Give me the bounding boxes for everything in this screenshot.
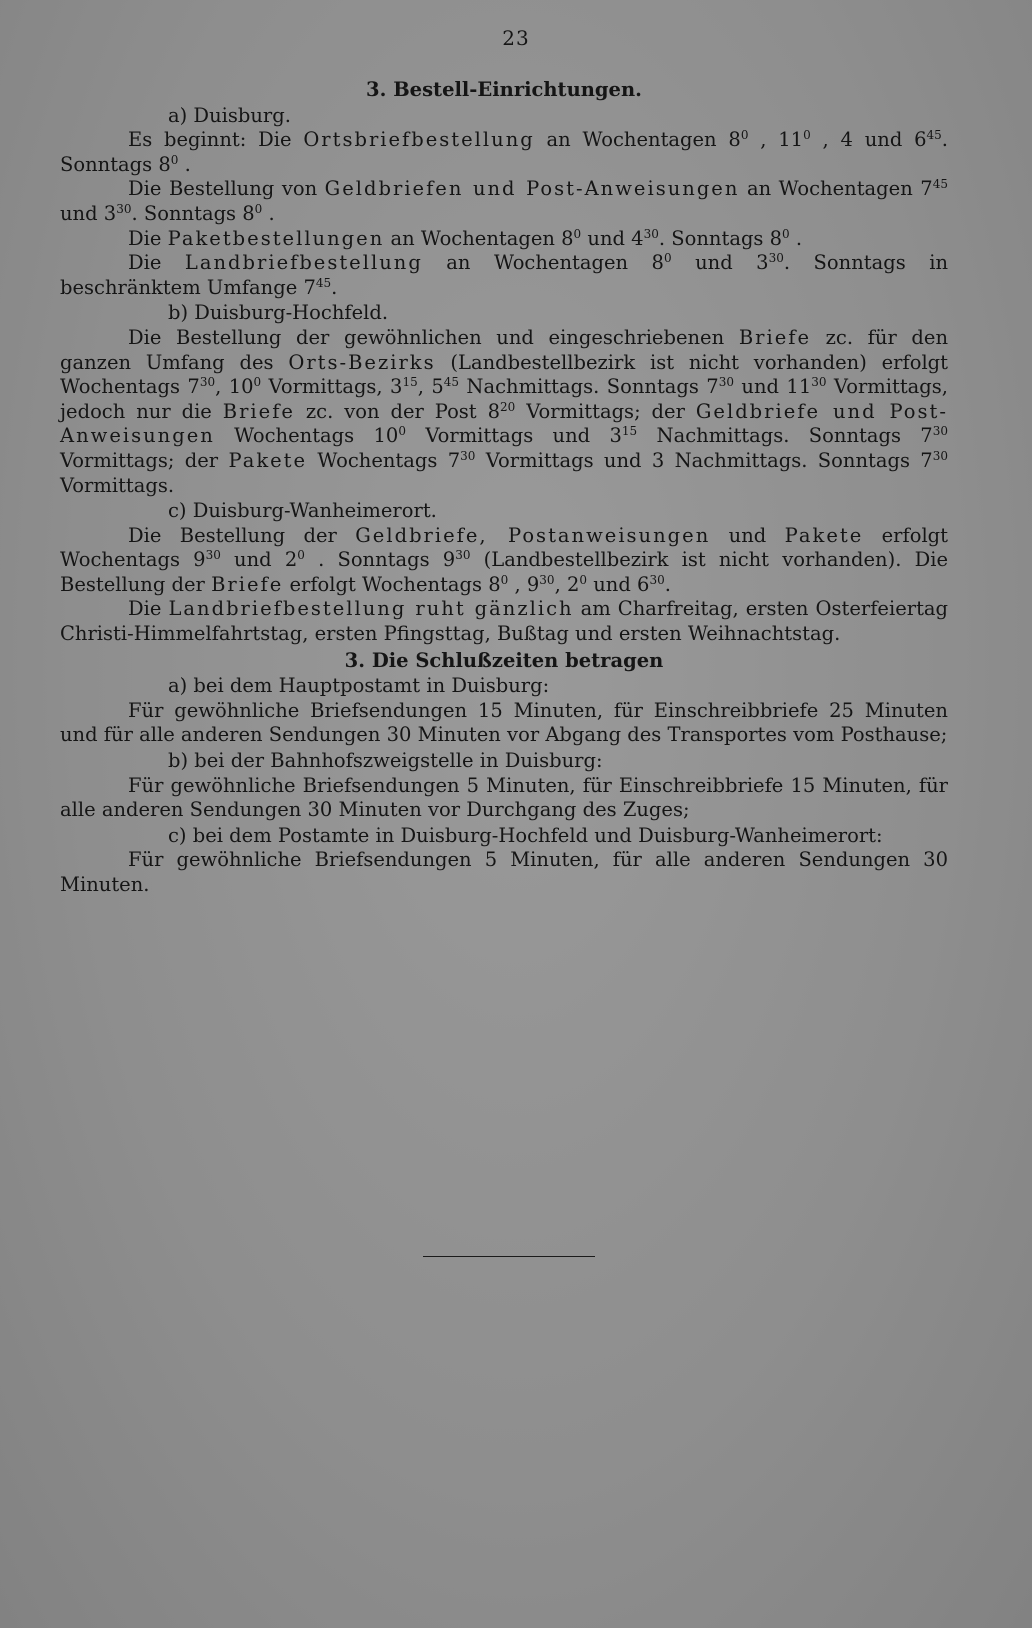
paragraph-geldbriefe: Die Bestellung von Geldbriefen und Post-Anweisungen an Wochentagen $7^{45}$ und $3^{30}$. Sonntags $8^0$ . bbox=[60, 177, 948, 225]
closing-rule bbox=[423, 1256, 595, 1257]
subheading-duisburg: a) Duisburg. bbox=[168, 103, 291, 127]
page-content bbox=[60, 78, 948, 898]
paragraph-postamt-hochfeld-wanheimerort: Für gewöhnliche Briefsendungen 5 Minuten, für alle anderen Sendungen 30 Minuten. bbox=[60, 848, 948, 896]
paragraph-hochfeld-bestellung: Die Bestellung der gewöhnlichen und eingeschriebenen Briefe zc. für den ganzen Umfang des Orts-Bezirks (Landbestellbezirk ist nicht vorhanden) erfolgt Wochentags $7^{30}$, $10^0$ Vormittags, $3^{15}$, $5^{45}$ Nachmittags. Sonntags $7^{30}$ und $11^{30}$ Vormittags, jedoch nur die Briefe zc. von der Post $8^{20}$ Vormittags; der Geldbriefe und Post-Anweisungen Wochentags $10^0$ Vormittags und $3^{15}$ Nachmittags. Sonntags $7^{30}$ Vormittags; der Pakete Wochentags $7^{30}$ Vormittags und 3 Nachmittags. Sonntags $7^{30}$ Vormittags. bbox=[60, 325, 949, 497]
paragraph-paketbestellungen: Die Paketbestellungen an Wochentagen $8^0$ und $4^{30}$. Sonntags $8^0$ . bbox=[128, 226, 803, 250]
subheading-hauptpostamt: a) bei dem Hauptpostamt in Duisburg: bbox=[168, 674, 550, 698]
paragraph-landbriefbestellung: Die Landbriefbestellung an Wochentagen $8^0$ und $3^{30}$. Sonntags in beschränktem Umfange $7^{45}$. bbox=[60, 251, 948, 299]
section-title-schlusszeiten: 3. Die Schlußzeiten betragen bbox=[344, 648, 664, 672]
paragraph-wanheimerort-bestellung: Die Bestellung der Geldbriefe, Postanweisungen und Pakete erfolgt Wochentags $9^{30}$ und $2^0$ . Sonntags $9^{30}$ (Landbestellbezirk ist nicht vorhanden). Die Bestellung der Briefe erfolgt Wochentags $8^0$ , $9^{30}$, $2^0$ und $6^{30}$. bbox=[60, 523, 949, 596]
page-number: 23 bbox=[502, 26, 530, 50]
section-title-bestell-einrichtungen: 3. Bestell-Einrichtungen. bbox=[366, 78, 642, 101]
paragraph-hauptpostamt: Für gewöhnliche Briefsendungen 15 Minuten, für Einschreibbriefe 25 Minuten und für alle anderen Sendungen 30 Minuten vor Abgang des Transportes vom Posthause; bbox=[60, 698, 948, 747]
subheading-bahnhofszweigstelle: b) bei der Bahnhofszweigstelle in Duisburg: bbox=[168, 749, 603, 773]
paragraph-feiertage: Die Landbriefbestellung ruht gänzlich am Charfreitag, ersten Osterfeiertag Christi-Himmelfahrtstag, ersten Pfingsttag, Bußtag und ersten Weihnachtstag. bbox=[60, 597, 949, 646]
subheading-duisburg-wanheimerort: c) Duisburg-Wanheimerort. bbox=[168, 499, 437, 523]
paragraph-bahnhofszweigstelle: Für gewöhnliche Briefsendungen 5 Minuten, für Einschreibbriefe 15 Minuten, für alle anderen Sendungen 30 Minuten vor Durchgang des Zuges; bbox=[60, 773, 948, 822]
subheading-duisburg-hochfeld: b) Duisburg-Hochfeld. bbox=[168, 301, 389, 325]
paragraph-ortsbriefbestellung: Es beginnt: Die Ortsbriefbestellung an Wochentagen $8^0$ , $11^0$ , 4 und $6^{45}$. Sonntags $8^0$ . bbox=[60, 128, 948, 176]
subheading-postamt-hochfeld-wanheimerort: c) bei dem Postamte in Duisburg-Hochfeld und Duisburg-Wanheimerort: bbox=[168, 823, 883, 847]
